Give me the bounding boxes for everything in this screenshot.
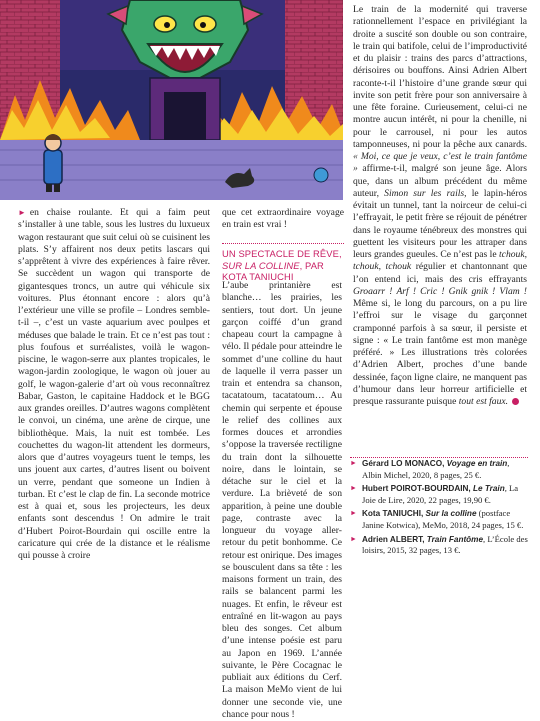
article-column-middle: [222, 280, 342, 721]
bibliography: [350, 458, 530, 559]
bibliography-item: ► Gérard LO MONACO, Voyage en train, Albin Michel, 2020, 8 pages, 25 €.: [350, 458, 510, 480]
section-heading: UN SPECTACLE DE RÊVE, SUR LA COLLINE, PAR KOTA TANIUCHI: [222, 248, 342, 282]
section-divider: [222, 243, 344, 244]
bullet-arrow-icon: ►: [350, 459, 357, 467]
ghost-train-illustration: [0, 0, 343, 200]
bullet-arrow-icon: ►: [350, 534, 357, 543]
column-right-text: Le train de la modernité qui traverse rationnellement l’espace en privilégiant la droite a suscité son double ou son contraire, le train qui batifole, celui de l’improductivité et du plaisir : trains des parcs d’attractions, dérisoires ou bouffons. Ainsi Adrien Albert raconte-t-il l’histoire d’une grande sœur qui invite son petit frère pour son anniversaire à une fête foraine. Curieusement, celui-ci ne montre aucun intérêt, ni pour la chenille, ni pour le carrousel, ni pour les autos tamponneuses, ni pour la pêche aux canards. « Moi, ce que je veux, c’est le train fantôme » affirme-t-il, malgré son jeune âge. Alors que, dans un album précédent du même auteur, Simon sur les rails, le lapin-héros évitait un tunnel, tant la noirceur de celui-ci l’effrayait, le petit frère se réjouit de pénétrer dans le royaume ténébreux des monstres qui guettent les visiteurs pour les attraper dans leurs grandes gueules. Ce n’est pas le tchouk, tchouk, tchouk régulier et chantonnant que l’on entend ici, mais des cris effrayants Groaarr ! Arf ! Cric ! Gnik gnik ! Vlam ! Même si, le long du parcours, on a pu lire l’effroi sur le visage du garçonnet cramponné parfois à sa sœur, il persiste et signe : « Le train fantôme est mon manège préféré. » Les illustrations très colorées d’Adrien Albert, proches d’une bande dessinée, façon ligne claire, ne manquent pas d’humour dans leur horreur artificielle et presque rassurante puisque tout est faux.: [353, 4, 527, 407]
article-column-middle-top: [222, 207, 344, 232]
article-column-left: [18, 207, 210, 562]
bibliography-item: ► Adrien ALBERT, Train Fantôme, L’École des loisirs, 2015, 32 pages, 13 €.: [350, 533, 528, 556]
bullet-arrow-icon: ►: [350, 509, 357, 518]
article-column-right: [353, 4, 527, 408]
bibliography-item: ► Hubert POIROT-BOURDAIN, Le Train, La Joie de Lire, 2020, 22 pages, 19,90 €.: [350, 483, 519, 505]
end-of-article-dot-icon: [512, 398, 519, 405]
continuation-arrow-icon: ►: [18, 208, 26, 217]
bullet-arrow-icon: ►: [350, 484, 357, 493]
column-middle-closing-text: que cet extraordinaire voyage en train est vrai !: [222, 207, 344, 231]
column-left-text: en chaise roulante. Et qui a faim peut s’installer à une table, sous les lustres du luxueux wagon restaurant que suit celui où se cuisinent les plats. S’y affairent nos deux petits lascars qui s’apprêtent à vivre des expériences à faire rêver. Se succèdent un wagon qui transporte de gigantesques troncs, un autre qui véhicule six voitures. Plus étonnant encore : alors qu’à l’extérieur une ville se profile – Londres semble-t-il –, c’est un vaste aquarium avec poulpes et méduses que balade le train. Et ce n’est pas tout : plus foufous et surréalistes, voilà le wagon-piscine, le wagon-serre aux plantes tropicales, le wagon-jardin zoologique, le wagon où jouer au golf, le wagon-galerie d’art où vous reconnaîtrez Babar, Gaston, le capitaine Haddock et le BGG aux grandes oreilles. D’autres wagons complètent le convoi, un cinéma, une arène de cirque, une bibliothèque. Mais, la nuit est tombée. Les couchettes du wagon-lit attendent les dormeurs, alors que d’autres voyageurs tuent le temps, les uns jouent aux cartes, d’autres lisent ou boivent un verre, pendant que someone un Indien à turban. Et c’est le clap de fin. La seconde motrice est à quai et, sous les projecteurs, les deux enfants sont descendus ! On admire le trait d’Hubert Poirot-Bourdain qui oscille entre la caricature qui crée de la distance et le réalisme qui pousse à croire: [18, 207, 210, 561]
bibliography-item: ► Kota TANIUCHI, Sur la colline (postface Janine Kotwica), MeMo, 2018, 24 pages, 15 €.: [350, 508, 524, 530]
column-middle-text: L’aube printanière est blanche… les prairies, les sentiers, tout dort. Un jeune garçon coiffé d’un grand chapeau court la campagne à vélo. Il pédale pour atteindre le sommet d’une colline du haut de laquelle il verra passer un train et entendra sa chanson, tacatatoum, tacatatoum… Au chemin qui serpente et épouse le relief des collines aux formes douces et arrondies s’oppose la traversée rectiligne du train dont la silhouette noire, dans le lointain, se détache sur le ciel et la verdure. La brièveté de son apparition, à peine une double page, contraste avec la longueur du voyage aller-retour du petit bonhomme. Ce retour est onirique. Des images se bousculent dans sa tête : les maisons forment un train, des rails se balancent parmi les nuages. Et enfin, le rêveur est entraîné en lit-wagon au pays bleu des songes. Cet album d’une intense poésie est paru au Japon en 1969. L’année suivante, le Père Cocagnac le publiait aux éditions du Cerf. La maison MeMo vient de lui donner une seconde vie, une chance pour nous !: [222, 280, 342, 720]
